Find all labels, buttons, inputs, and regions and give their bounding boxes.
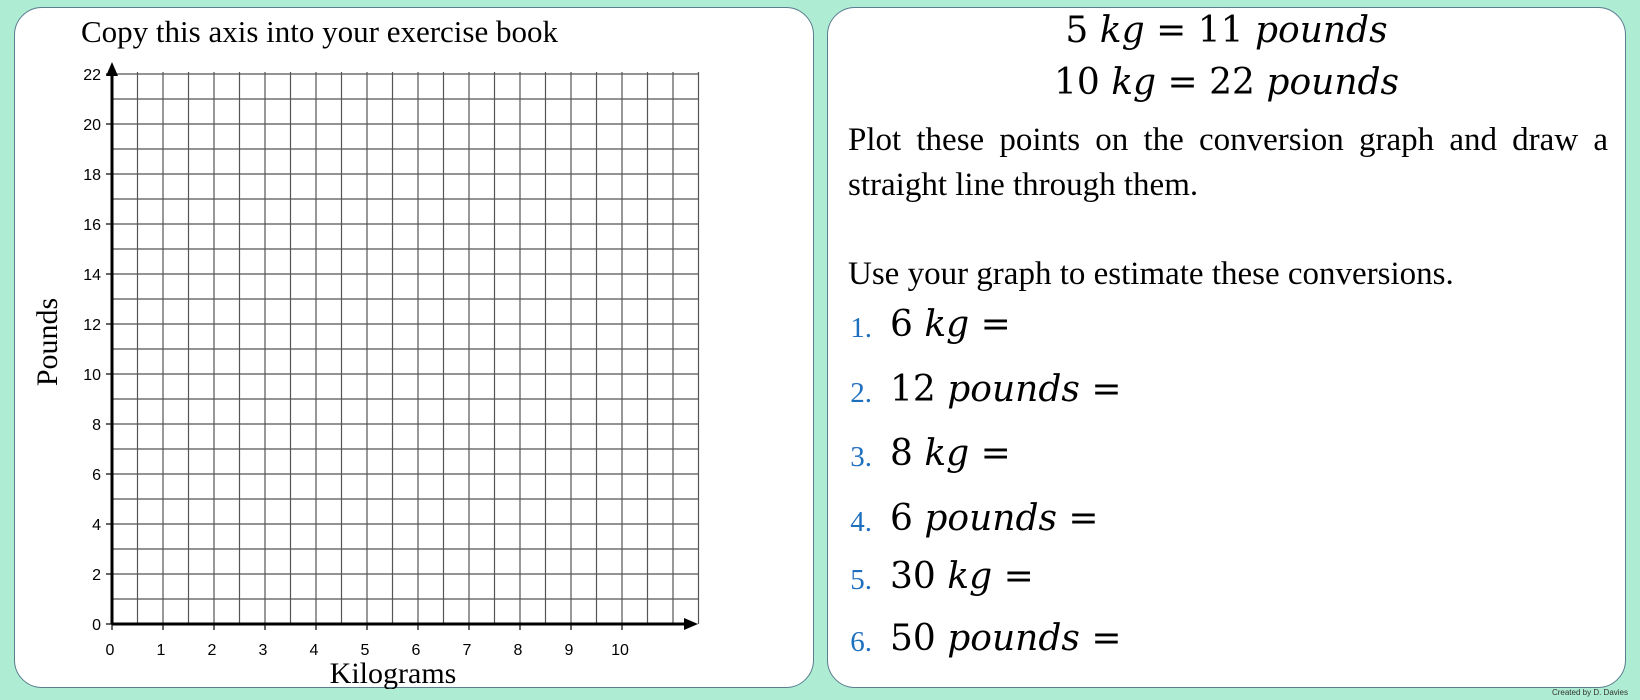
question-number: 3.: [850, 441, 872, 473]
estimate-instruction: Use your graph to estimate these conversions.: [848, 256, 1454, 292]
x-tick-label: 8: [513, 642, 523, 659]
question-number: 2.: [850, 377, 872, 409]
x-tick-label: 10: [611, 642, 629, 659]
y-axis-ticks: [83, 67, 112, 634]
y-tick-label: 0: [92, 617, 101, 634]
question-expression: 8 kg =: [890, 433, 1011, 474]
y-tick-label: 2: [92, 567, 101, 584]
x-tick-label: 6: [411, 642, 421, 659]
x-tick-label: 9: [564, 642, 574, 659]
y-tick-label: 12: [83, 317, 101, 334]
y-tick-label: 14: [83, 267, 101, 284]
y-tick-label: 10: [83, 367, 101, 384]
y-tick-label: 4: [92, 517, 101, 534]
y-tick-label: 18: [83, 167, 101, 184]
graph-panel: [14, 7, 814, 688]
x-tick-label: 3: [258, 642, 268, 659]
conversion-graph: [15, 8, 815, 689]
y-tick-label: 16: [83, 217, 101, 234]
y-axis-arrow: [106, 62, 118, 76]
x-tick-label: 7: [462, 642, 472, 659]
x-tick-label: 2: [207, 642, 217, 659]
question-number: 6.: [850, 626, 872, 658]
x-tick-label: 0: [105, 642, 115, 659]
question-expression: 50 pounds =: [890, 618, 1122, 659]
y-tick-label: 6: [92, 467, 101, 484]
axes: [106, 62, 698, 630]
x-axis-arrow: [684, 618, 698, 630]
question-expression: 12 pounds =: [890, 369, 1122, 410]
x-axis-ticks: [106, 624, 629, 659]
plot-instruction: Plot these points on the conversion graph and draw a straight line through them.: [848, 122, 1608, 203]
y-tick-label: 8: [92, 417, 101, 434]
y-tick-label: 22: [83, 67, 101, 84]
given-conversion-2: 10 kg = 22 pounds: [1053, 62, 1400, 103]
credit-text: Created by D. Davies: [1551, 688, 1628, 697]
y-axis-label: Pounds: [31, 297, 64, 387]
question-number: 5.: [850, 564, 872, 596]
question-number: 4.: [850, 506, 872, 538]
x-tick-label: 4: [309, 642, 319, 659]
x-tick-label: 1: [156, 642, 166, 659]
question-number: 1.: [850, 312, 872, 344]
questions-panel: [827, 7, 1626, 688]
given-conversion-1: 5 kg = 11 pounds: [1065, 10, 1388, 51]
y-tick-label: 20: [83, 117, 101, 134]
question-expression: 30 kg =: [890, 556, 1034, 597]
x-axis-label: Kilograms: [329, 657, 457, 689]
copy-axis-instruction: Copy this axis into your exercise book: [81, 14, 558, 49]
grid-lines: [112, 72, 699, 624]
question-expression: 6 kg =: [890, 304, 1011, 345]
x-tick-label: 5: [360, 642, 370, 659]
question-expression: 6 pounds =: [890, 498, 1099, 539]
